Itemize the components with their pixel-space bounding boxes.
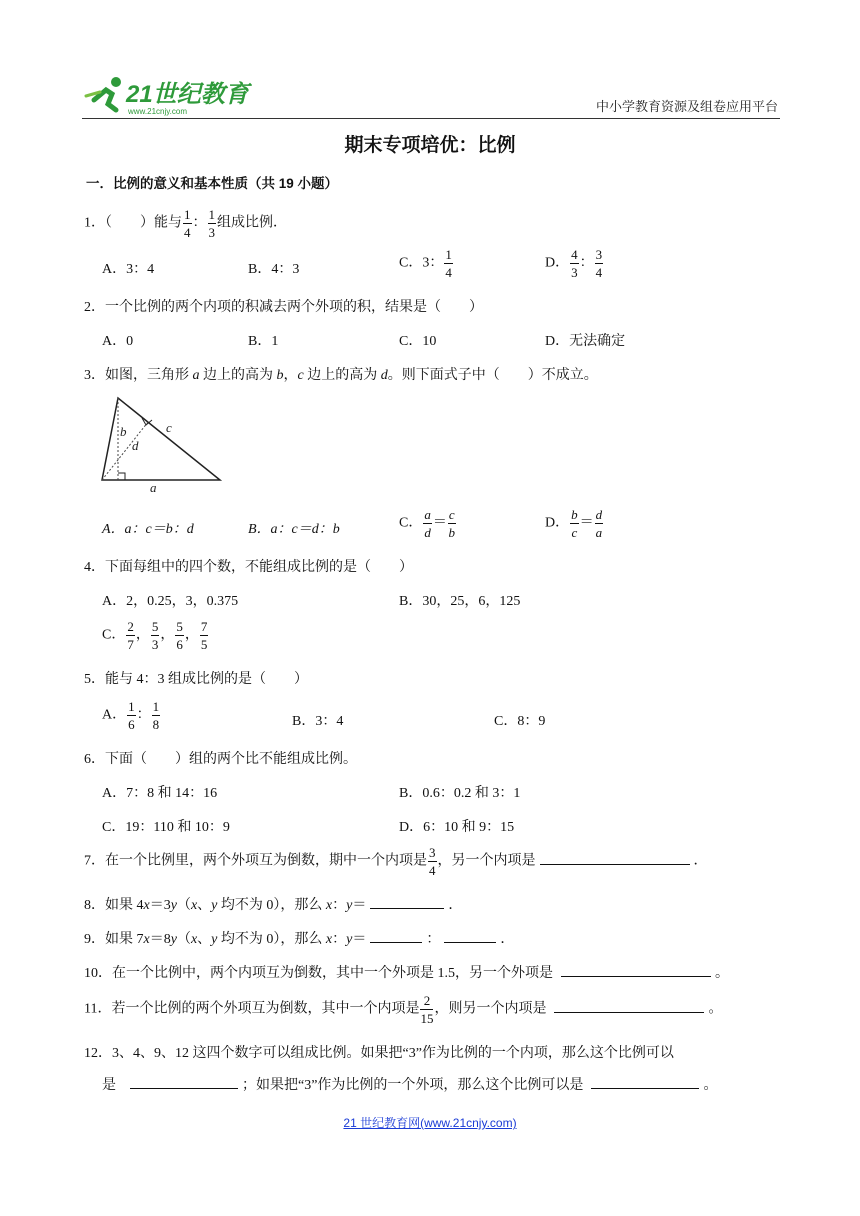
q4-option-b: B．30，25，6，125 bbox=[399, 594, 521, 609]
answer-blank[interactable] bbox=[130, 1074, 238, 1089]
question-12-line-2: 是 ；如果把“3”作为比例的一个外项，那么这个比例可以是 。 bbox=[102, 1074, 717, 1094]
q6-option-a: A．7：8 和 14：16 bbox=[102, 786, 218, 801]
q3-option-b: B．a：c＝d：b bbox=[248, 522, 340, 537]
header-divider bbox=[82, 118, 780, 119]
q6-option-b: B．0.6：0.2 和 3：1 bbox=[399, 786, 521, 801]
q2-option-a: A．0 bbox=[102, 334, 134, 349]
runner-logo-icon bbox=[82, 70, 252, 118]
header-platform-text: 中小学教育资源及组卷应用平台 bbox=[595, 99, 778, 114]
logo-url: www.21cnjy.com bbox=[128, 107, 187, 116]
answer-blank[interactable] bbox=[444, 928, 496, 943]
answer-blank[interactable] bbox=[561, 962, 711, 977]
triangle-figure bbox=[96, 392, 226, 497]
q5-option-b: B．3：4 bbox=[292, 714, 344, 729]
logo-text: 21世纪教育 bbox=[126, 81, 249, 108]
q1-option-a: A．3：4 bbox=[102, 262, 155, 277]
footer-site-link[interactable]: 21 世纪教育网(www.21cnjy.com) bbox=[343, 1116, 517, 1130]
question-4: 4．下面每组中的四个数，不能组成比例的是（ ） bbox=[84, 560, 413, 575]
question-3: 3．如图，三角形 a 边上的高为 b，c 边上的高为 d。则下面式子中（ ）不成立。 bbox=[84, 368, 598, 383]
question-11: 11．若一个比例的两个外项互为倒数，其中一个内项是 $\frac{2}{15}$ ，则另一个内项是 。 bbox=[84, 993, 723, 1026]
q2-option-c: C．10 bbox=[399, 334, 437, 349]
answer-blank[interactable] bbox=[370, 894, 444, 909]
q3-option-a: A．a：c＝b：d bbox=[102, 522, 194, 537]
site-logo bbox=[82, 70, 252, 118]
q3-option-d: D． $\frac{b}{c}$ ＝ $\frac{d}{a}$ bbox=[545, 507, 603, 540]
question-6: 6．下面（ ）组的两个比不能组成比例。 bbox=[84, 752, 357, 767]
question-1: 1．（ ）能与 $\frac{1}{4}$ ： $\frac{1}{3}$ 组成比例． bbox=[84, 207, 287, 240]
q2-option-d: D．无法确定 bbox=[545, 334, 626, 349]
question-9: 9．如果 7x＝8y（x、y 均不为 0），那么 x：y＝ ： ． bbox=[84, 928, 514, 948]
answer-blank[interactable] bbox=[540, 850, 690, 865]
q5-option-a: A． $\frac{1}{6}$ ： $\frac{1}{8}$ bbox=[102, 699, 160, 732]
page-title: 期末专项培优：比例 bbox=[344, 135, 516, 156]
question-2: 2．一个比例的两个内项的积减去两个外项的积，结果是（ ） bbox=[84, 300, 483, 315]
question-8: 8．如果 4x＝3y（x、y 均不为 0），那么 x：y＝ ． bbox=[84, 894, 462, 914]
q5-option-c: C．8：9 bbox=[494, 714, 546, 729]
fraction: $\frac{1}{4}$ bbox=[184, 207, 191, 240]
question-10: 10．在一个比例中，两个内项互为倒数，其中一个外项是 1.5，另一个外项是 。 bbox=[84, 962, 729, 982]
q1-option-d: D． $\frac{4}{3}$ ： $\frac{3}{4}$ bbox=[545, 247, 603, 280]
q1-option-b: B．4：3 bbox=[248, 262, 300, 277]
figure-label-d: d bbox=[132, 438, 139, 453]
q3-option-c: C． $\frac{a}{d}$ ＝ $\frac{c}{b}$ bbox=[399, 507, 455, 540]
q2-option-b: B．1 bbox=[248, 334, 279, 349]
figure-label-a: a bbox=[150, 480, 157, 492]
answer-blank[interactable] bbox=[591, 1074, 699, 1089]
q6-option-c: C．19：110 和 10：9 bbox=[102, 820, 230, 835]
fraction: $\frac{1}{3}$ bbox=[208, 207, 215, 240]
q4-option-c: C． $\frac{2}{7}$ ， $\frac{5}{3}$ ， $\frac{5}{6}$ ， $\frac{7}{5}$ bbox=[102, 619, 208, 652]
q6-option-d: D．6：10 和 9：15 bbox=[399, 820, 515, 835]
question-7: 7．在一个比例里，两个外项互为倒数，期中一个内项是 $\frac{3}{4}$ ，另一个内项是 ． bbox=[84, 845, 708, 878]
q1-option-c: C．3： $\frac{1}{4}$ bbox=[399, 247, 452, 280]
question-12-line-1: 12．3、4、9、12 这四个数字可以组成比例。如果把“3”作为比例的一个内项，那么这个比例可以 bbox=[84, 1046, 674, 1061]
q4-option-a: A．2，0.25，3，0.375 bbox=[102, 594, 239, 609]
answer-blank[interactable] bbox=[554, 998, 704, 1013]
question-5: 5．能与 4：3 组成比例的是（ ） bbox=[84, 672, 308, 687]
figure-label-b: b bbox=[120, 424, 127, 439]
figure-label-c: c bbox=[166, 420, 172, 435]
answer-blank[interactable] bbox=[370, 928, 422, 943]
section-heading: 一．比例的意义和基本性质（共 19 小题） bbox=[86, 176, 339, 191]
